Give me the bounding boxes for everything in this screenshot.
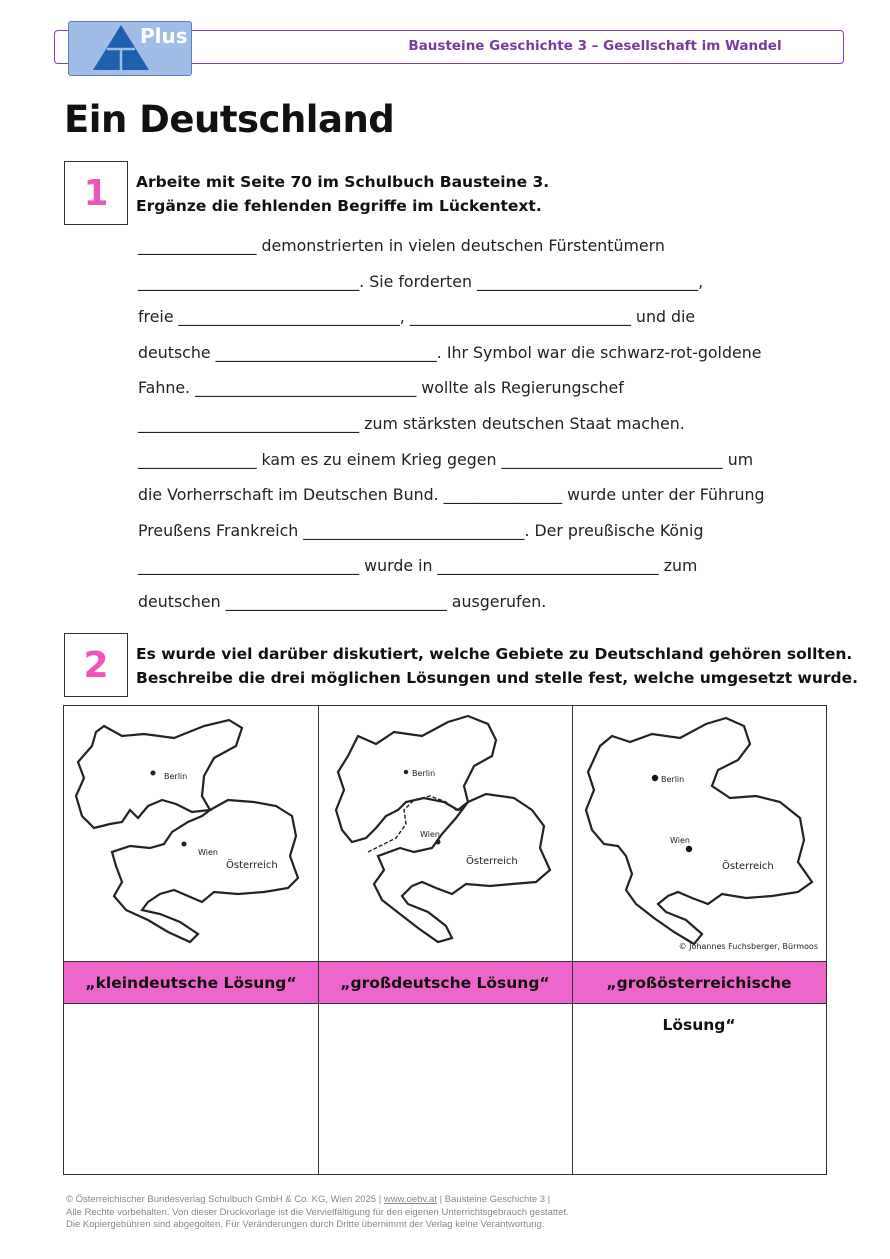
answer-cell-kleindeutsch[interactable] [64,1004,318,1174]
cloze-line[interactable]: die Vorherrschaft im Deutschen Bund. _______________ wurde unter der Führung [138,485,765,505]
cloze-line[interactable]: _______________ kam es zu einem Krieg gegen ____________________________ um [138,449,754,469]
publisher-link[interactable]: www.oebv.at [383,1194,437,1205]
cloze-line[interactable]: ____________________________ zum stärksten deutschen Staat machen. [138,413,685,433]
column-divider [318,706,319,1174]
task1-instruction [136,170,549,218]
label-grossoesterreichisch: „großösterreichische Lösung“ [606,974,792,1034]
map-copyright: © Johannes Fuchsberger, Bürmoos [678,942,818,951]
label-kleindeutsch: „kleindeutsche Lösung“ [85,974,297,992]
task2-instruction-line2: Beschreibe die drei möglichen Lösungen und stelle fest, welche umgesetzt wurde. [136,669,859,687]
map3-label-wien: Wien [670,836,690,845]
logo-text: Plus [140,24,188,48]
header-title: Bausteine Geschichte 3 – Gesellschaft im Wandel [408,38,782,54]
map3-label-berlin: Berlin [661,775,685,784]
answer-row [64,1004,826,1174]
page-title: Ein Deutschland [64,98,395,141]
map1-label-wien: Wien [198,848,218,857]
map-kleindeutsch [64,706,318,961]
footer [66,1194,569,1232]
solution-labels-row [64,962,826,1034]
footer-line2: Alle Rechte vorbehalten. Von dieser Druckvorlage ist die Vervielfältigung für den eigenen Unterrichtsgebrauch gestattet. [66,1206,569,1218]
footer-line3: Die Kopiergebühren sind abgegolten. Für Veränderungen durch Dritte übernimmt der Verlag keine Verantwortung. [66,1219,545,1230]
task1-instruction-line1: Arbeite mit Seite 70 im Schulbuch Bausteine 3. [136,173,550,191]
cloze-line[interactable]: Fahne. ____________________________ wollte als Regierungschef [138,378,624,398]
task-number-1: 1 [64,161,128,225]
task-number-2: 2 [64,633,128,697]
cloze-line[interactable]: freie ____________________________, ____________________________ und die [138,307,696,327]
cloze-text [138,232,838,624]
map1-label-oesterreich: Österreich [226,860,278,871]
map3-label-oesterreich: Österreich [722,861,774,872]
task2-instruction-line1: Es wurde viel darüber diskutiert, welche Gebiete zu Deutschland gehören sollten. [136,645,853,663]
cloze-line[interactable]: Preußens Frankreich ____________________________. Der preußische König [138,520,704,540]
task2-instruction [136,642,858,690]
cloze-line[interactable]: deutschen ____________________________ ausgerufen. [138,591,547,611]
map-grossdeutsch [318,706,572,961]
map2-label-berlin: Berlin [412,769,436,778]
maps-row [64,706,826,962]
map-grossoesterreichisch [572,706,826,961]
column-divider [572,706,573,1174]
cloze-line[interactable]: ____________________________. Sie forderten ____________________________, [138,271,704,291]
map2-label-oesterreich: Österreich [466,856,518,867]
cloze-line[interactable]: deutsche ____________________________. Ihr Symbol war die schwarz-rot-goldene [138,342,762,362]
solutions-table [63,705,827,1175]
cloze-line[interactable]: ____________________________ wurde in ____________________________ zum [138,556,698,576]
footer-line1: © Österreichischer Bundesverlag Schulbuch GmbH & Co. KG, Wien 2025 | www.oebv.at | Bausteine Geschichte 3 | [66,1194,551,1205]
map1-label-berlin: Berlin [164,772,188,781]
map2-label-wien: Wien [420,830,440,839]
cloze-line[interactable]: _______________ demonstrierten in vielen deutschen Fürstentümern [138,236,665,255]
publisher-logo [68,21,192,76]
answer-cell-grossoesterreichisch[interactable] [572,1004,826,1174]
label-grossdeutsch: „großdeutsche Lösung“ [340,974,550,992]
task1-instruction-line2: Ergänze die fehlenden Begriffe im Lückentext. [136,197,542,215]
answer-cell-grossdeutsch[interactable] [318,1004,572,1174]
